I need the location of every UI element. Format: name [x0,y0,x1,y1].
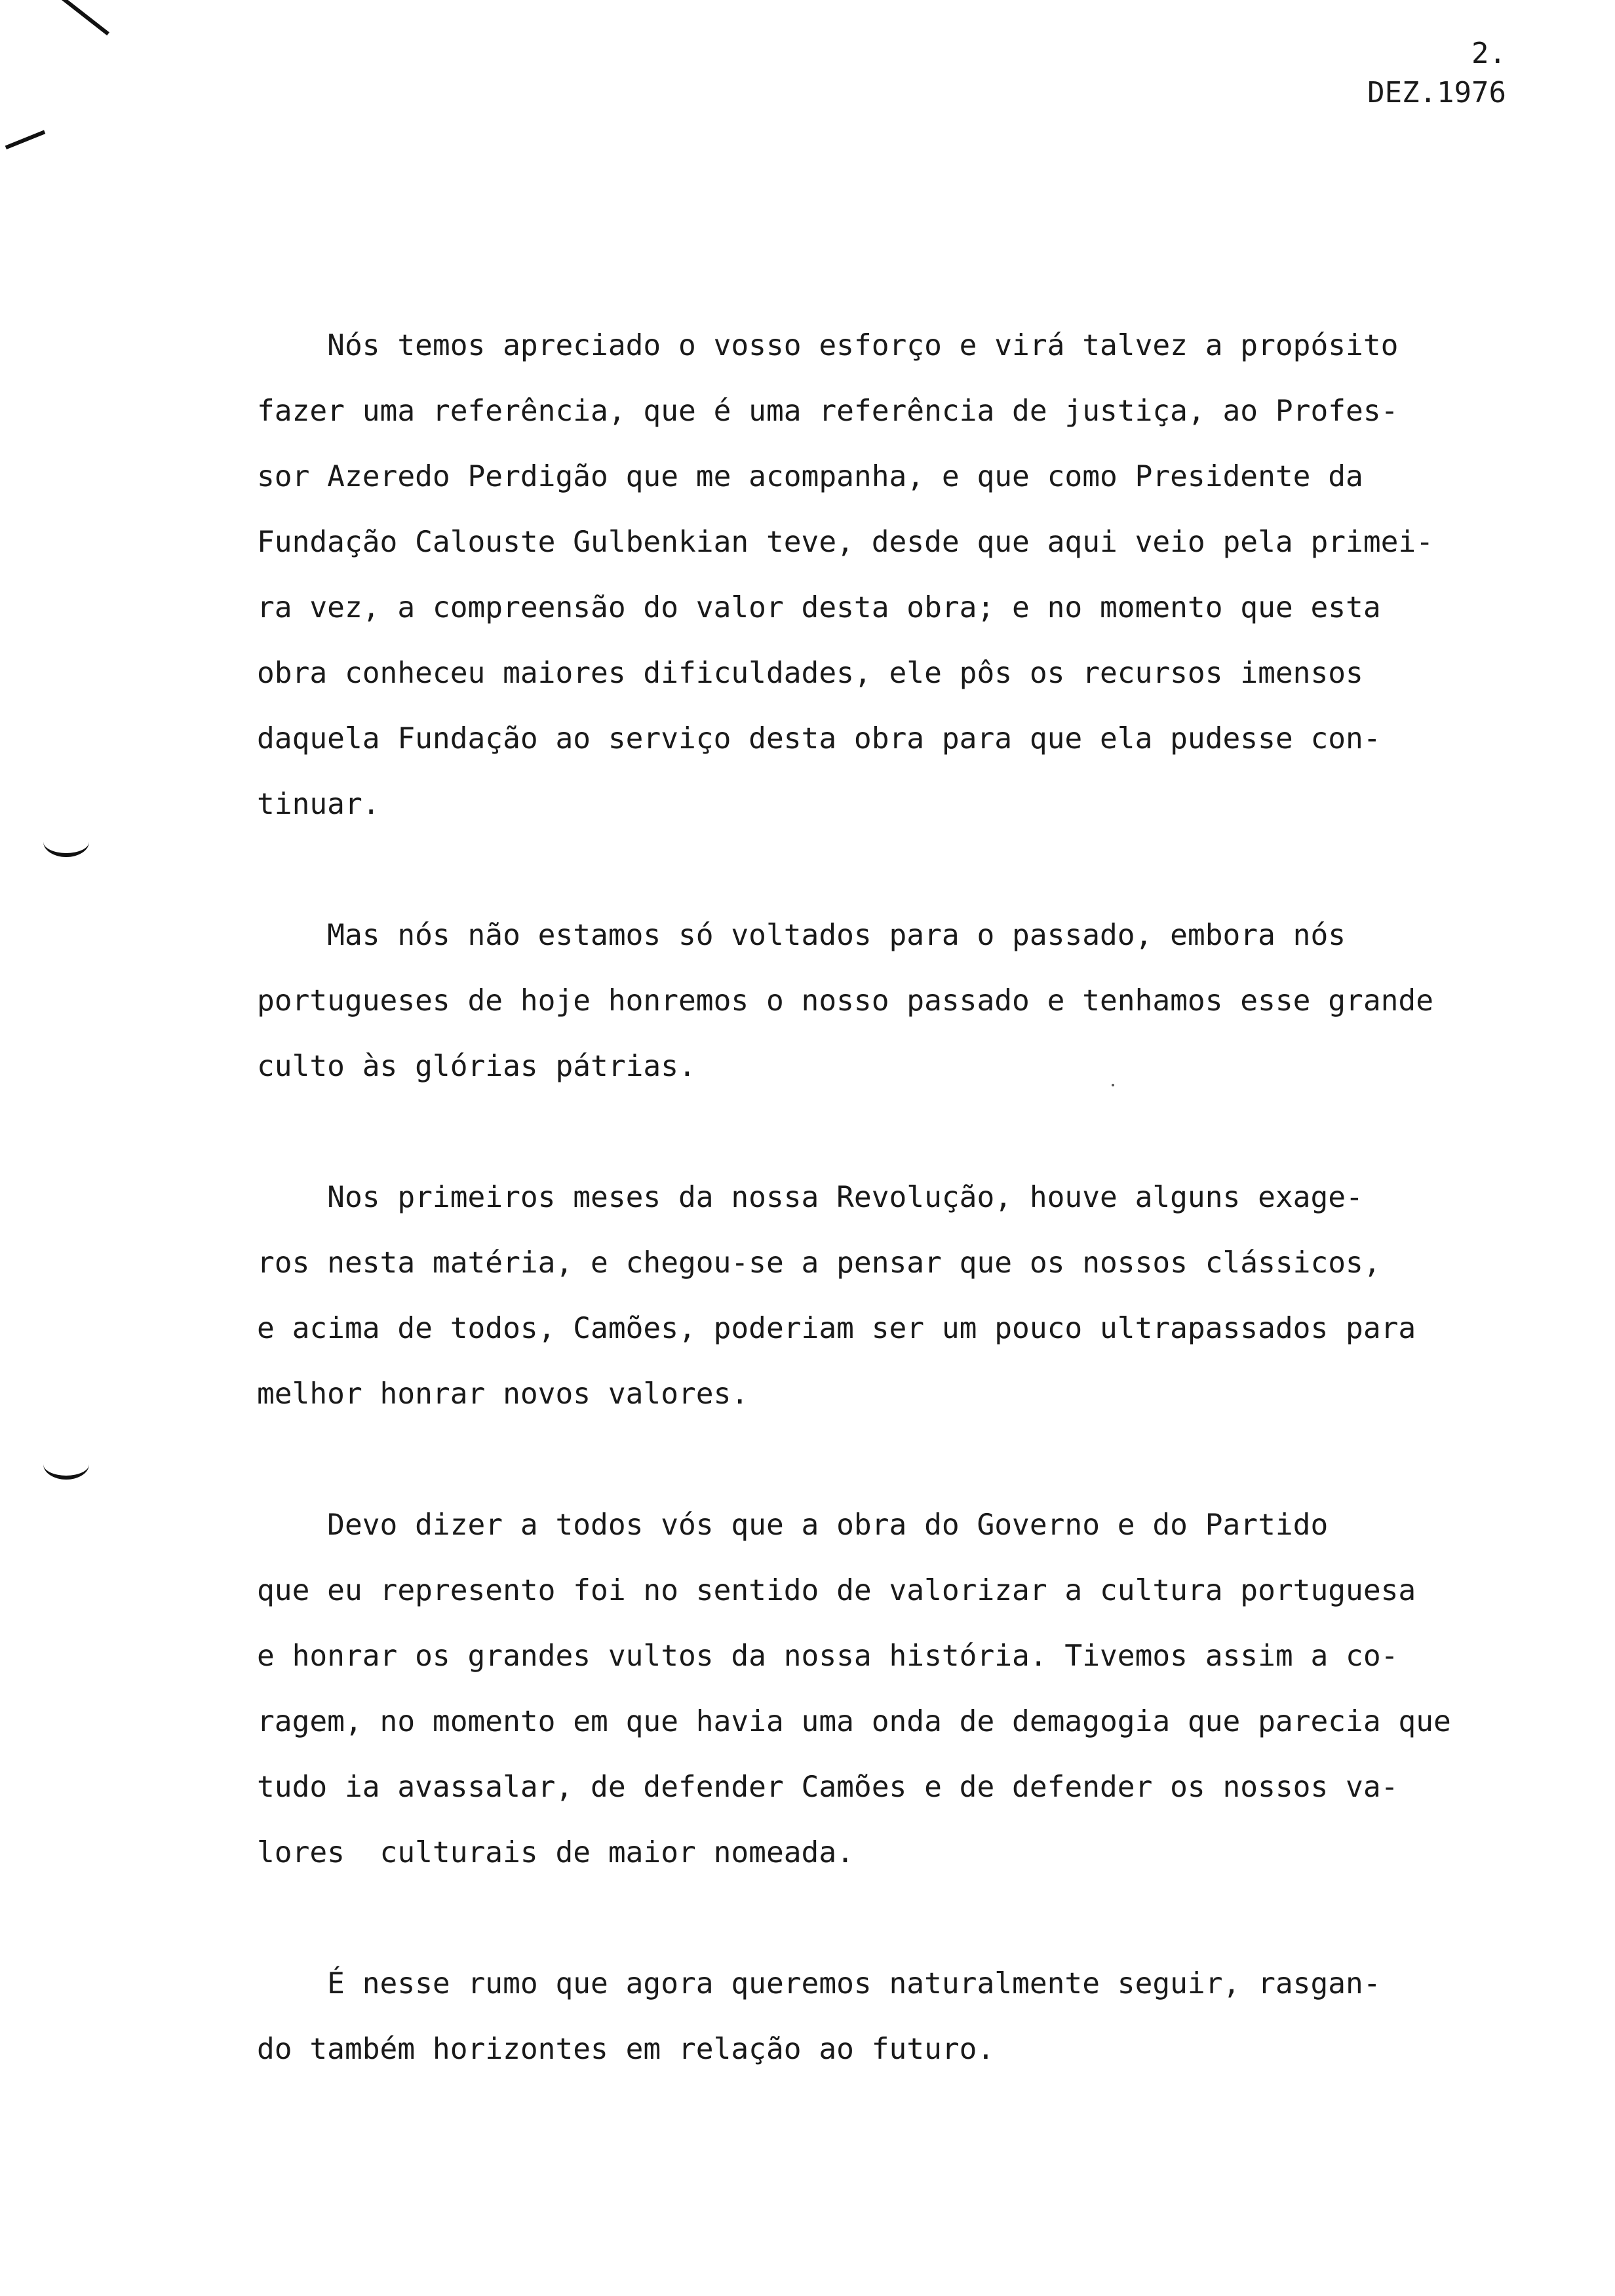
text-line: e honrar os grandes vultos da nossa história. Tivemos assim a co- [257,1639,1399,1673]
text-line: e acima de todos, Camões, poderiam ser um pouco ultrapassados para [257,1312,1416,1345]
text-line: obra conheceu maiores dificuldades, ele pôs os recursos imensos [257,657,1363,690]
document-body [257,313,1450,2148]
paragraph [257,1165,1450,1427]
document-date: DEZ.1976 [1367,76,1506,109]
page-number: 2. [1471,37,1506,70]
text-line: Devo dizer a todos vós que a obra do Governo e do Partido [257,1508,1329,1542]
paragraph [257,313,1450,837]
scan-mark [5,130,48,155]
text-line: que eu represento foi no sentido de valorizar a cultura portuguesa [257,1574,1416,1607]
paragraph [257,1493,1450,1886]
text-line: portugueses de hoje honremos o nosso passado e tenhamos esse grande [257,984,1434,1018]
text-line: sor Azeredo Perdigão que me acompanha, e que como Presidente da [257,460,1363,493]
text-line: lores culturais de maior nomeada. [257,1836,854,1869]
text-line: Nos primeiros meses da nossa Revolução, houve alguns exage- [257,1181,1363,1214]
text-line: culto às glórias pátrias. [257,1050,696,1083]
text-line: Mas nós não estamos só voltados para o passado, embora nós [257,919,1346,952]
text-line: Fundação Calouste Gulbenkian teve, desde que aqui veio pela primei- [257,526,1434,559]
paragraph [257,1951,1450,2082]
scan-mark [43,827,89,857]
text-line: do também horizontes em relação ao futuro. [257,2033,995,2066]
text-line: ra vez, a compreensão do valor desta obra; e no momento que esta [257,591,1381,624]
scan-mark [46,0,109,54]
paragraph [257,903,1450,1100]
text-line: daquela Fundação ao serviço desta obra para que ela pudesse con- [257,722,1381,756]
text-line: ros nesta matéria, e chegou-se a pensar que os nossos clássicos, [257,1246,1381,1280]
text-line: tudo ia avassalar, de defender Camões e de defender os nossos va- [257,1770,1399,1804]
text-line: É nesse rumo que agora queremos naturalmente seguir, rasgan- [257,1967,1381,2000]
text-line: Nós temos apreciado o vosso esforço e virá talvez a propósito [257,329,1399,362]
text-line: ragem, no momento em que havia uma onda de demagogia que parecia que [257,1705,1451,1738]
scan-mark [43,1449,89,1480]
page-header [1367,34,1506,113]
text-line: tinuar. [257,788,380,821]
text-line: fazer uma referência, que é uma referência de justiça, ao Profes- [257,394,1399,428]
text-line: melhor honrar novos valores. [257,1377,749,1411]
